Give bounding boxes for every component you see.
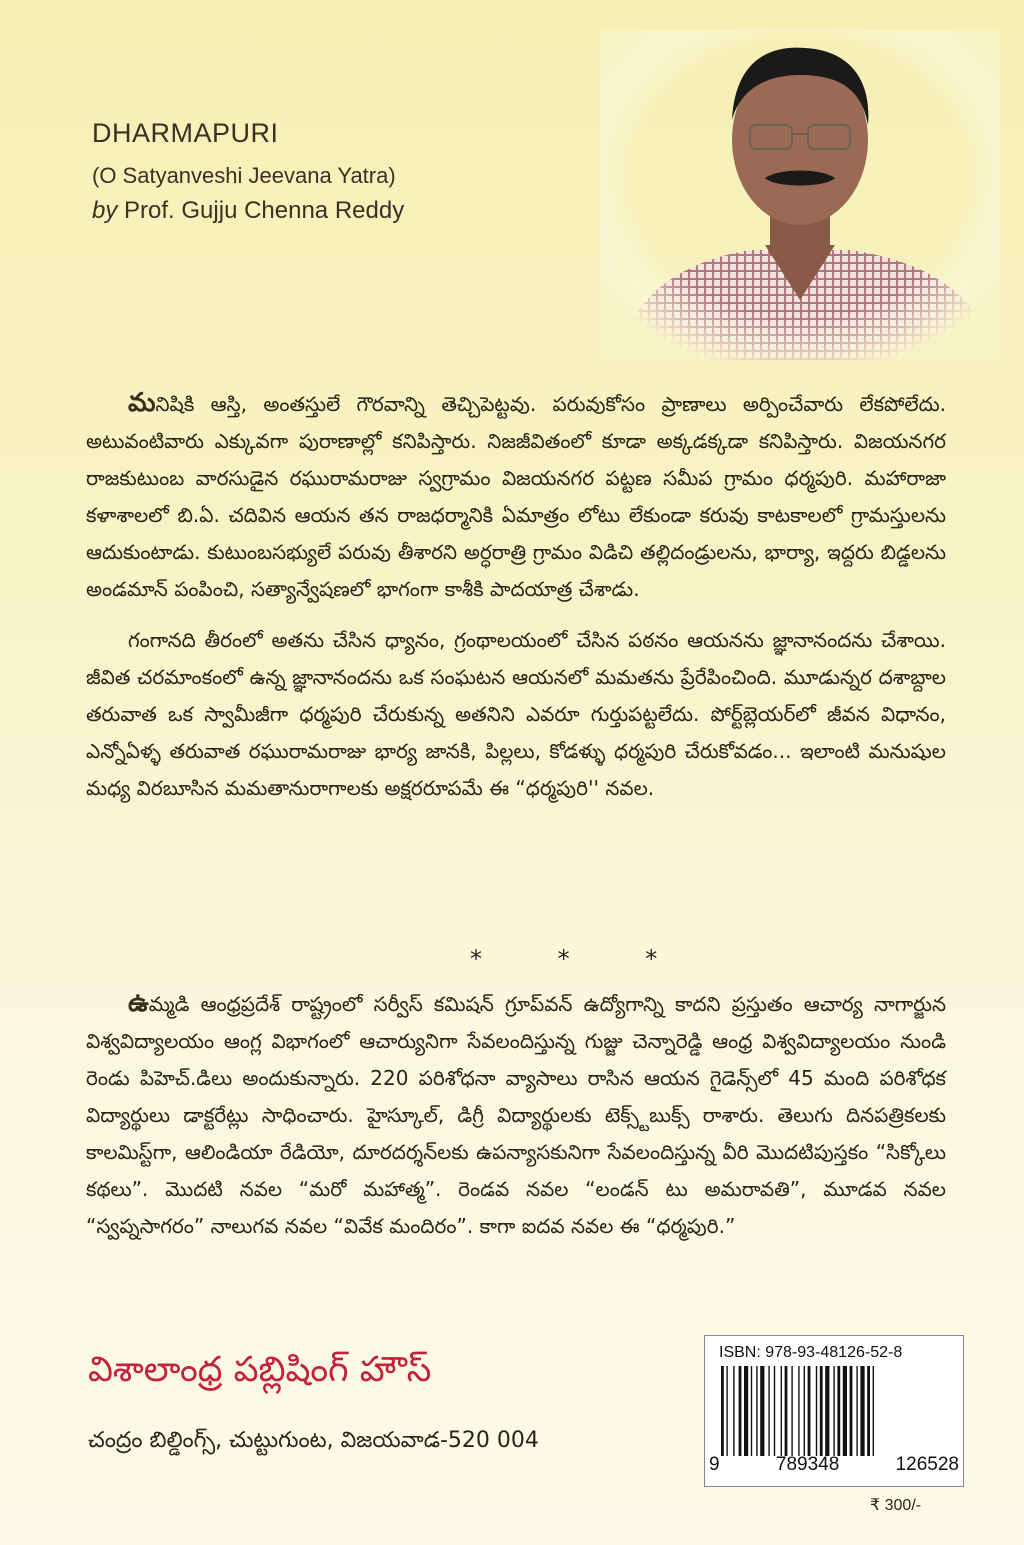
publisher-address: చంద్రం బిల్డింగ్స్, చుట్టుగుంట, విజయవాడ-520 004 bbox=[88, 1428, 539, 1453]
synopsis-paragraph-2: గంగానది తీరంలో అతను చేసిన ధ్యానం, గ్రంథాలయంలో చేసిన పఠనం ఆయనను జ్ఞానానందను చేశాయి. జీవిత చరమాంకంలో ఉన్న జ్ఞానానందను ఒక సంఘటన ఆయనలో మమతను ప్రేరేపించింది. మూడున్నర దశాబ్దాల తరువాత ఒక స్వామీజీగా ధర్మపురి చేరుకున్న అతనిని ఎవరూ గుర్తుపట్టలేదు. పోర్ట్‌బ్లెయర్‌లో జీవన విధానం, ఎన్నోఏళ్ళ తరువాత రఘురామరాజు భార్య జానకి, పిల్లలు, కోడళ్ళు ధర్మపురి చేరుకోవడం... ఇలాంటి మనుషుల మధ్య విరబూసిన మమతానురాగాలకు అక్షరరూపమే ఈ “ధర్మపురి'' నవల. bbox=[86, 628, 946, 800]
author-bio bbox=[86, 985, 946, 1245]
book-subtitle: (O Satyanveshi Jeevana Yatra) bbox=[92, 163, 396, 188]
barcode-bar bbox=[833, 1366, 834, 1456]
barcode-bar bbox=[760, 1366, 764, 1456]
barcode-bar bbox=[781, 1366, 782, 1456]
barcode-bar bbox=[873, 1366, 874, 1456]
byline bbox=[92, 197, 612, 225]
price: ₹ 300/- bbox=[870, 1497, 922, 1514]
drop-cap: మ bbox=[128, 388, 156, 418]
barcode-bar bbox=[726, 1366, 727, 1456]
synopsis-paragraph-1 bbox=[86, 385, 946, 608]
barcode-bar bbox=[768, 1366, 769, 1456]
bio-paragraph-text: మ్మడి ఆంధ్రప్రదేశ్ రాష్ట్రంలో సర్వీస్ కమిషన్ గ్రూప్‌వన్ ఉద్యోగాన్ని కాదని ప్రస్తుతం ఆచార్య నాగార్జున విశ్వవిద్యాలయం ఆంగ్ల విభాగంలో ఆచార్యునిగా సేవలందిస్తున్న గుజ్జు చెన్నారెడ్డి ఆంధ్ర విశ్వవిద్యాలయం నుండి రెండు పిహెచ్.డిలు అందుకున్నారు. 220 పరిశోధనా వ్యాసాలు రాసిన ఆయన గైడెన్స్‌లో 45 మంది పరిశోధక విద్యార్థులు డాక్టరేట్లు సాధించారు. హైస్కూల్, డిగ్రీ విద్యార్థులకు టెక్స్ట్‌బుక్స్ రాశారు. తెలుగు దినపత్రికలకు కాలమిస్ట్‌గా, ఆలిండియా రేడియో, దూరదర్శన్‌లకు ఉపన్యాసకునిగా సేవలందిస్తున్న వీరి మొదటిపుస్తకం “సిక్కోలు కథలు”. మొదటి నవల “మరో మహాత్మ”. రెండవ నవల “లండన్ టు అమరావతి”, మూడవ నవల “స్వప్నసాగరం” నాలుగవ నవల “వివేక మందిరం”. కాగా ఐదవ నవల ఈ “ధర్మపురి.” bbox=[86, 992, 946, 1238]
barcode-digit-group-1: 789348 bbox=[775, 1454, 840, 1475]
author-name: Prof. Gujju Chenna Reddy bbox=[124, 197, 405, 224]
barcode-bar bbox=[733, 1366, 734, 1456]
barcode-bar bbox=[791, 1366, 792, 1456]
barcode-bar bbox=[721, 1366, 724, 1456]
barcode bbox=[719, 1366, 951, 1456]
author-portrait bbox=[600, 30, 1000, 360]
title-block bbox=[92, 118, 612, 225]
barcode-digits bbox=[709, 1454, 959, 1476]
barcode-bar bbox=[744, 1366, 748, 1456]
barcode-bar bbox=[804, 1366, 805, 1456]
publisher-name: విశాలాంధ్ర పబ్లిషింగ్ హౌస్ bbox=[88, 1350, 432, 1390]
book-title: DHARMAPURI bbox=[92, 118, 279, 148]
barcode-digit-first: 9 bbox=[709, 1454, 720, 1475]
barcode-bar bbox=[756, 1366, 757, 1456]
isbn-barcode-box bbox=[704, 1335, 964, 1487]
barcode-bar bbox=[808, 1366, 811, 1456]
barcode-bar bbox=[774, 1366, 775, 1456]
barcode-bar bbox=[843, 1366, 847, 1456]
barcode-bar bbox=[860, 1366, 864, 1456]
barcode-bar bbox=[798, 1366, 799, 1456]
barcode-bar bbox=[837, 1366, 840, 1456]
synopsis bbox=[86, 385, 946, 821]
barcode-bar bbox=[825, 1366, 829, 1456]
synopsis-paragraph-1-text: నిషికి ఆస్తి, అంతస్తులే గౌరవాన్ని తెచ్చిపెట్టవు. పరువుకోసం ప్రాణాలు అర్పించేవారు లేకపోలేదు. అటువంటివారు ఎక్కువగా పురాణాల్లో కనిపిస్తారు. నిజజీవితంలో కూడా అక్కడక్కడా కనిపిస్తారు. విజయనగర రాజకుటుంబ వారసుడైన రఘురామరాజు స్వగ్రామం విజయనగర పట్టణ సమీప గ్రామం ధర్మపురి. మహారాజా కళాశాలలో బి.ఏ. చదివిన ఆయన తన రాజధర్మానికి ఏమాత్రం లోటు లేకుండా కరువు కాటకాలలో గ్రామస్తులను ఆదుకుంటాడు. కుటుంబసభ్యులే పరువు తీశారని అర్ధరాత్రి గ్రామం విడిచి తల్లిదండ్రులను, భార్యా, ఇద్దరు బిడ్డలను అండమాన్ పంపించి, సత్యాన్వేషణలో భాగంగా కాశీకి పాదయాత్ర చేశాడు. bbox=[86, 392, 946, 601]
barcode-bar bbox=[816, 1366, 817, 1456]
barcode-bar bbox=[751, 1366, 752, 1456]
barcode-bar bbox=[820, 1366, 823, 1456]
section-separator: * * * bbox=[470, 945, 692, 973]
barcode-bar bbox=[867, 1366, 870, 1456]
by-word: by bbox=[92, 197, 118, 224]
isbn-label: ISBN: 978-93-48126-52-8 bbox=[719, 1344, 903, 1361]
barcode-bar bbox=[850, 1366, 853, 1456]
barcode-bar bbox=[785, 1366, 788, 1456]
drop-cap: ఉ bbox=[128, 988, 149, 1018]
barcode-digit-group-2: 126528 bbox=[895, 1454, 959, 1475]
bio-paragraph bbox=[86, 985, 946, 1245]
barcode-bar bbox=[856, 1366, 857, 1456]
barcode-bar bbox=[739, 1366, 742, 1456]
